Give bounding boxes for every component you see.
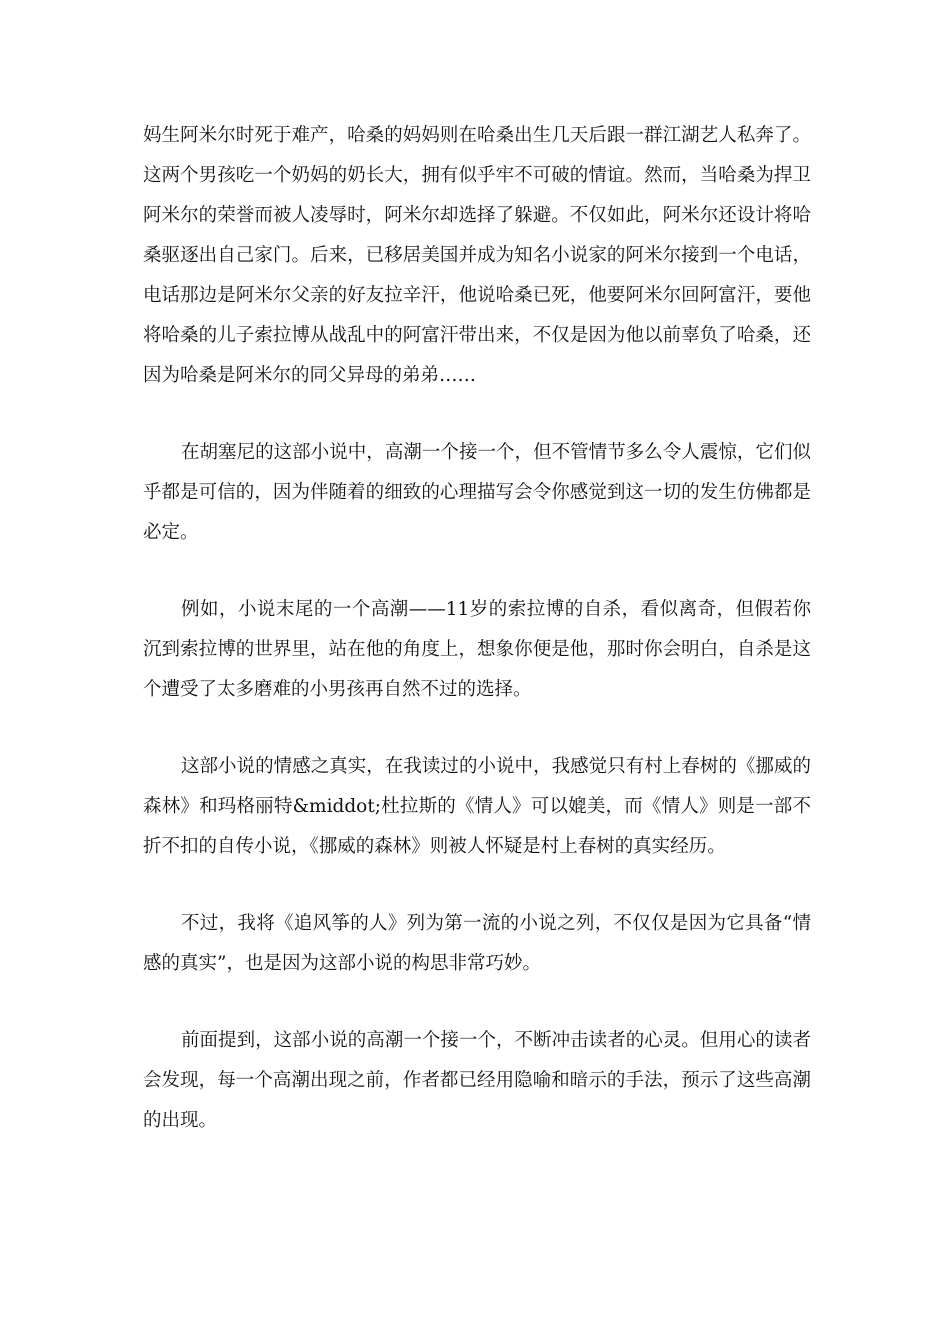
- paragraph-4: 这部小说的情感之真实，在我读过的小说中，我感觉只有村上春树的《挪威的森林》和玛格丽特&middot;杜拉斯的《情人》可以媲美，而《情人》则是一部不折不扣的自传小说，《挪威的森林》则被人怀疑是村上春树的真实经历。: [143, 756, 811, 857]
- document-body: [143, 116, 811, 1178]
- paragraph-3: 例如，小说末尾的一个高潮——11岁的索拉博的自杀，看似离奇，但假若你沉到索拉博的世界里，站在他的角度上，想象你便是他，那时你会明白，自杀是这个遭受了太多磨难的小男孩再自然不过的选择。: [143, 599, 811, 700]
- paragraph-1: 妈生阿米尔时死于难产，哈桑的妈妈则在哈桑出生几天后跟一群江湖艺人私奔了。这两个男孩吃一个奶妈的奶长大，拥有似乎牢不可破的情谊。然而，当哈桑为捍卫阿米尔的荣誉而被人凌辱时，阿米尔却选择了躲避。不仅如此，阿米尔还设计将哈桑驱逐出自己家门。后来，已移居美国并成为知名小说家的阿米尔接到一个电话，电话那边是阿米尔父亲的好友拉辛汗，他说哈桑已死，他要阿米尔回阿富汗，要他将哈桑的儿子索拉博从战乱中的阿富汗带出来，不仅是因为他以前辜负了哈桑，还因为哈桑是阿米尔的同父异母的弟弟……: [143, 125, 811, 386]
- paragraph-6: 前面提到，这部小说的高潮一个接一个，不断冲击读者的心灵。但用心的读者会发现，每一个高潮出现之前，作者都已经用隐喻和暗示的手法，预示了这些高潮的出现。: [143, 1030, 811, 1131]
- paragraph-2: 在胡塞尼的这部小说中，高潮一个接一个，但不管情节多么令人震惊，它们似乎都是可信的，因为伴随着的细致的心理描写会令你感觉到这一切的发生仿佛都是必定。: [143, 442, 811, 543]
- paragraph-5: 不过，我将《追风筝的人》列为第一流的小说之列，不仅仅是因为它具备“情感的真实”，也是因为这部小说的构思非常巧妙。: [143, 913, 811, 974]
